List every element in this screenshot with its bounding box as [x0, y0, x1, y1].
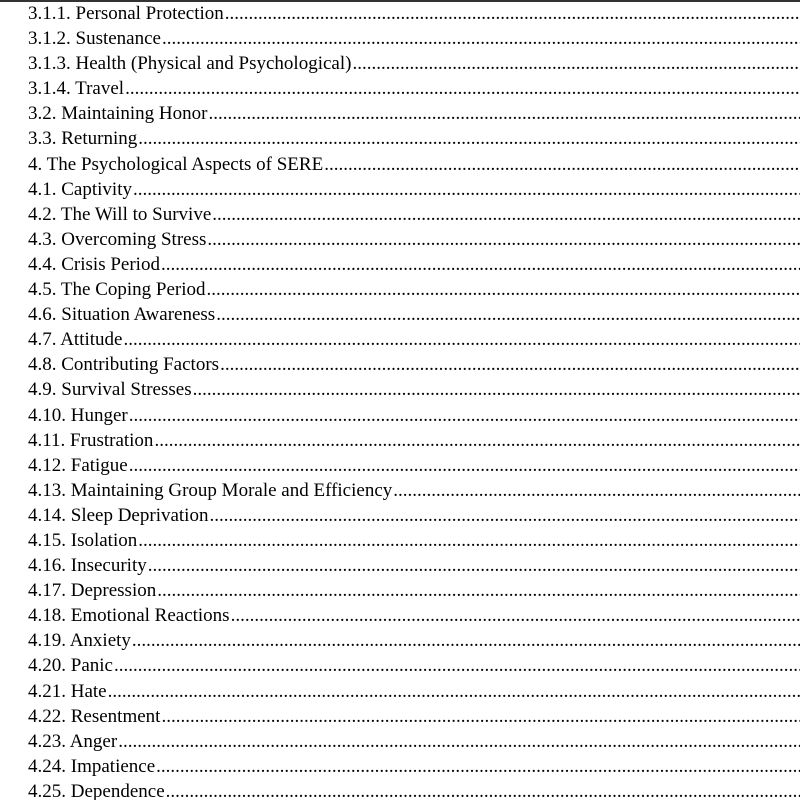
dot-leader [138, 528, 800, 553]
dot-leader [156, 754, 800, 779]
toc-entry-label: 4.6. Situation Awareness [28, 304, 216, 326]
toc-entry-label: 4.10. Hunger [28, 404, 128, 426]
dot-leader [114, 653, 800, 678]
toc-entry-label: 4.18. Emotional Reactions [28, 605, 230, 627]
dot-leader [118, 729, 800, 754]
toc-entry[interactable] [28, 403, 800, 428]
toc-entry[interactable] [28, 553, 800, 578]
toc-entry[interactable] [28, 327, 800, 352]
dot-leader [207, 277, 800, 302]
dot-leader [231, 603, 800, 628]
toc-entry[interactable] [28, 51, 800, 76]
toc-entry-label: 3.1.1. Personal Protection [28, 3, 224, 24]
dot-leader [108, 679, 800, 704]
toc-entry[interactable] [28, 302, 800, 327]
toc-entry-label: 4.14. Sleep Deprivation [28, 504, 209, 526]
toc-entry-label: 4.25. Dependence [28, 780, 165, 800]
toc-entry-label: 4.15. Isolation [28, 529, 138, 551]
toc-entry[interactable] [28, 26, 800, 51]
toc-entry-label: 3.1.3. Health (Physical and Psychological) [28, 53, 352, 75]
toc-entry-label: 4.12. Fatigue [28, 454, 128, 476]
toc-entry-label: 4.19. Anxiety [28, 630, 131, 652]
toc-entry-label: 4.1. Captivity [28, 178, 132, 200]
dot-leader [123, 327, 800, 352]
dot-leader [154, 428, 800, 453]
toc-entry[interactable] [28, 603, 800, 628]
dot-leader [212, 202, 800, 227]
toc-entry[interactable] [28, 177, 800, 202]
dot-leader [138, 126, 800, 151]
dot-leader [393, 478, 800, 503]
dot-leader [125, 76, 800, 101]
dot-leader [225, 1, 800, 26]
toc-entry[interactable] [28, 377, 800, 402]
toc-entry-label: 4.13. Maintaining Group Morale and Efficiency [28, 479, 393, 501]
toc-entry[interactable] [28, 628, 800, 653]
toc-entry[interactable] [28, 227, 800, 252]
toc-entry[interactable] [28, 754, 800, 779]
toc-entry-label: 4.20. Panic [28, 655, 113, 677]
dot-leader [216, 302, 800, 327]
dot-leader [162, 26, 800, 51]
toc-entry-label: 4.3. Overcoming Stress [28, 228, 207, 250]
dot-leader [133, 177, 800, 202]
dot-leader [157, 578, 800, 603]
dot-leader [129, 403, 800, 428]
toc-entry[interactable] [28, 453, 800, 478]
toc-entry[interactable] [28, 277, 800, 302]
dot-leader [220, 352, 800, 377]
toc-entry[interactable] [28, 779, 800, 800]
toc-entry-label: 4.21. Hate [28, 680, 107, 702]
dot-leader [208, 101, 800, 126]
toc-entry[interactable] [28, 428, 800, 453]
dot-leader [193, 377, 800, 402]
toc-entry[interactable] [28, 679, 800, 704]
toc-entry-label: 4.5. The Coping Period [28, 279, 206, 301]
toc-list [28, 1, 800, 800]
dot-leader [148, 553, 800, 578]
toc-entry[interactable] [28, 478, 800, 503]
toc-entry-label: 3.1.4. Travel [28, 78, 125, 100]
toc-entry-label: 4.9. Survival Stresses [28, 379, 192, 401]
toc-entry-label: 4.24. Impatience [28, 755, 156, 777]
toc-entry[interactable] [28, 352, 800, 377]
toc-entry[interactable] [28, 704, 800, 729]
toc-entry-label: 4.4. Crisis Period [28, 253, 160, 275]
toc-entry[interactable] [28, 252, 800, 277]
toc-entry-label: 4.8. Contributing Factors [28, 354, 220, 376]
toc-entry-label: 3.3. Returning [28, 128, 138, 150]
toc-entry[interactable] [28, 202, 800, 227]
toc-entry[interactable] [28, 101, 800, 126]
toc-entry-label: 3.2. Maintaining Honor [28, 103, 208, 125]
dot-leader [166, 779, 800, 800]
toc-entry-label: 4.23. Anger [28, 730, 118, 752]
dot-leader [352, 51, 800, 76]
toc-entry[interactable] [28, 528, 800, 553]
dot-leader [161, 704, 800, 729]
toc-entry[interactable] [28, 76, 800, 101]
toc-entry-label: 4.7. Attitude [28, 329, 123, 351]
toc-entry-label: 4.16. Insecurity [28, 555, 147, 577]
toc-entry[interactable] [28, 653, 800, 678]
dot-leader [207, 227, 800, 252]
toc-entry[interactable] [28, 729, 800, 754]
toc-entry-label: 4.17. Depression [28, 580, 157, 602]
toc-entry[interactable] [28, 578, 800, 603]
toc-entry-label: 4.11. Frustration [28, 429, 154, 451]
toc-entry[interactable] [28, 152, 800, 177]
toc-entry[interactable] [28, 503, 800, 528]
toc-entry[interactable] [28, 126, 800, 151]
toc-entry[interactable] [28, 1, 800, 26]
dot-leader [129, 453, 800, 478]
dot-leader [209, 503, 800, 528]
dot-leader [132, 628, 800, 653]
toc-entry-label: 4. The Psychological Aspects of SERE [28, 153, 324, 175]
dot-leader [161, 252, 800, 277]
toc-entry-label: 3.1.2. Sustenance [28, 28, 161, 50]
dot-leader [324, 152, 800, 177]
toc-entry-label: 4.2. The Will to Survive [28, 203, 212, 225]
toc-entry-label: 4.22. Resentment [28, 705, 161, 727]
